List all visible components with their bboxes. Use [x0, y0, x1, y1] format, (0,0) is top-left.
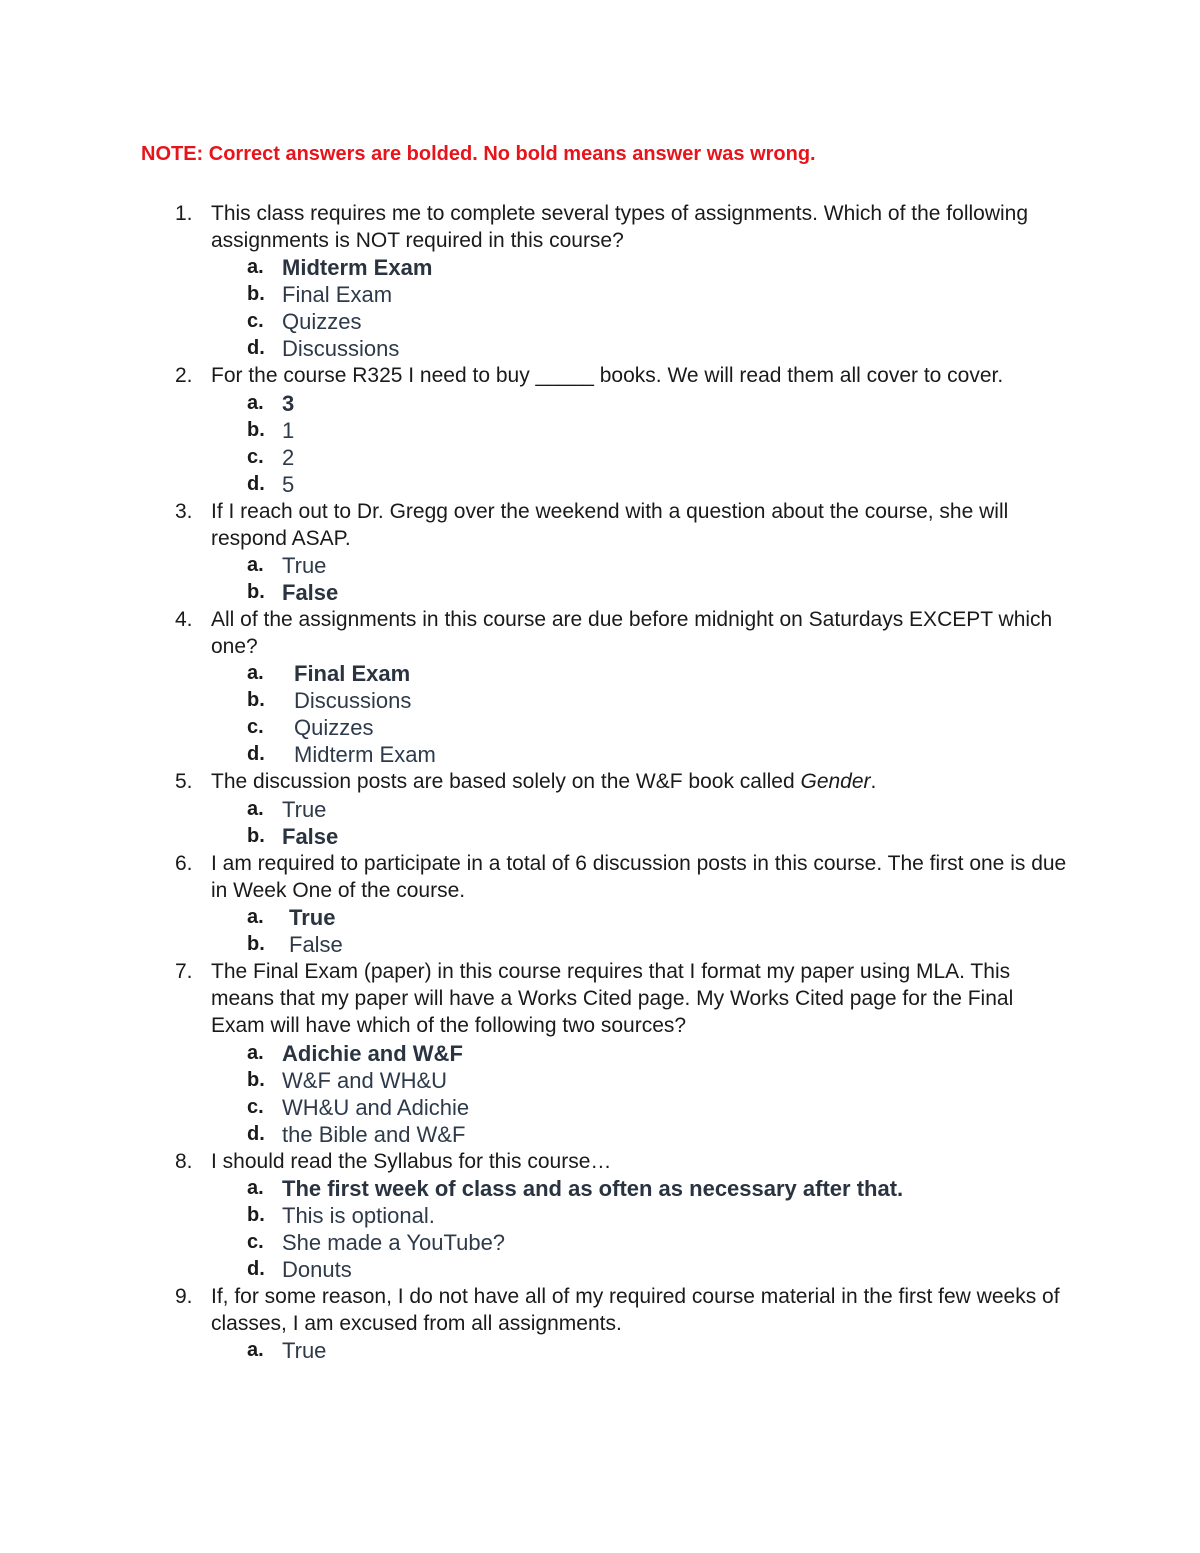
option-a	[0, 1175, 1200, 1202]
question-text: I am required to participate in a total of 6 discussion posts in this course. The first one is due in Week One of the course.	[211, 851, 1067, 902]
option-text: The first week of class and as often as necessary after that.	[282, 1175, 904, 1201]
option-text: True	[282, 553, 327, 579]
option-letter: a.	[247, 1041, 264, 1064]
option-letter: a.	[247, 662, 264, 685]
option-b	[0, 1202, 1200, 1229]
option-b	[0, 579, 1200, 606]
option-letter: b.	[247, 1068, 265, 1091]
option-list	[0, 904, 1200, 958]
option-letter: d.	[247, 1257, 265, 1280]
option-d	[0, 335, 1200, 362]
question-number: 2.	[175, 364, 193, 388]
option-list	[0, 254, 1200, 362]
question-text: I should read the Syllabus for this course…	[211, 1149, 612, 1173]
option-list	[0, 390, 1200, 498]
question-3	[0, 498, 1200, 606]
question-number: 1.	[175, 202, 193, 225]
option-list	[0, 1337, 1200, 1364]
question-9	[0, 1283, 1200, 1364]
question-number: 9.	[175, 1284, 193, 1308]
option-letter: a.	[247, 1339, 264, 1362]
option-text: Midterm Exam	[294, 742, 436, 768]
option-letter: b.	[247, 418, 265, 441]
option-text: 2	[282, 444, 295, 470]
option-b	[0, 823, 1200, 850]
option-b	[0, 281, 1200, 308]
question-text: If, for some reason, I do not have all of my required course material in the first few weeks of classes, I am excused from all assignments.	[211, 1284, 1060, 1336]
question-text: For the course R325 I need to buy _____ books. We will read them all cover to cover.	[211, 364, 1004, 388]
option-letter: d.	[247, 1122, 265, 1145]
option-letter: a.	[247, 797, 264, 820]
option-letter: a.	[247, 554, 264, 577]
option-c	[0, 1094, 1200, 1121]
option-list	[0, 1175, 1200, 1283]
option-d	[0, 741, 1200, 768]
option-letter: c.	[247, 310, 264, 333]
option-text: 5	[282, 471, 295, 497]
question-number: 3.	[175, 499, 193, 523]
option-a	[0, 796, 1200, 823]
option-letter: b.	[247, 933, 265, 956]
option-text: False	[282, 823, 339, 849]
option-a	[0, 1040, 1200, 1067]
option-text: Donuts	[282, 1256, 352, 1282]
option-letter: d.	[247, 743, 265, 766]
option-c	[0, 308, 1200, 335]
question-text	[211, 768, 1071, 795]
option-text: False	[282, 580, 339, 606]
option-list	[0, 796, 1200, 850]
question-text-before: The discussion posts are based solely on the W&F book called	[211, 770, 801, 794]
option-list	[0, 660, 1200, 768]
option-letter: b.	[247, 1203, 265, 1226]
option-b	[0, 1067, 1200, 1094]
option-letter: b.	[247, 581, 265, 604]
option-text: False	[289, 932, 343, 958]
option-letter: c.	[247, 1230, 264, 1253]
question-text: This class requires me to complete several types of assignments. Which of the following assignments is NOT required in this course?	[211, 202, 1029, 253]
question-list	[0, 200, 1200, 1364]
option-list	[0, 1040, 1200, 1148]
option-letter: c.	[247, 445, 264, 468]
question-1	[0, 200, 1200, 362]
option-letter: b.	[247, 689, 265, 712]
option-letter: d.	[247, 472, 265, 495]
option-d	[0, 1256, 1200, 1283]
option-a	[0, 254, 1200, 281]
question-number: 5.	[175, 770, 193, 794]
option-text: Quizzes	[282, 309, 362, 335]
question-8	[0, 1148, 1200, 1283]
option-b	[0, 687, 1200, 714]
option-text: 3	[282, 390, 295, 416]
option-letter: a.	[247, 391, 264, 414]
option-text: Final Exam	[294, 661, 411, 687]
option-a	[0, 904, 1200, 931]
option-letter: c.	[247, 716, 264, 739]
question-number: 8.	[175, 1149, 193, 1173]
option-letter: d.	[247, 337, 265, 360]
option-c	[0, 714, 1200, 741]
option-text: Discussions	[282, 336, 400, 362]
option-text: True	[289, 905, 336, 931]
option-letter: a.	[247, 1176, 264, 1199]
option-text: She made a YouTube?	[282, 1229, 506, 1255]
question-text: If I reach out to Dr. Gregg over the weekend with a question about the course, she will respond ASAP.	[211, 499, 1009, 550]
option-b	[0, 931, 1200, 958]
question-text: All of the assignments in this course are due before midnight on Saturdays EXCEPT which one?	[211, 608, 1053, 659]
option-letter: b.	[247, 824, 265, 847]
option-text: the Bible and W&F	[282, 1121, 466, 1147]
option-c	[0, 1229, 1200, 1256]
option-d	[0, 1121, 1200, 1148]
option-letter: a.	[247, 906, 264, 929]
option-text: Quizzes	[294, 715, 374, 741]
option-text: Final Exam	[282, 282, 393, 308]
question-number: 4.	[175, 608, 193, 632]
option-b	[0, 417, 1200, 444]
book-title: Gender	[800, 770, 871, 794]
option-a	[0, 552, 1200, 579]
question-number: 7.	[175, 960, 193, 984]
question-text-after: .	[870, 770, 877, 794]
question-7	[0, 958, 1200, 1148]
question-text: The Final Exam (paper) in this course requires that I format my paper using MLA. This means that my paper will have a Works Cited page. My Works Cited page for the Final Exam will have which of the following two sources?	[211, 960, 1014, 1038]
option-c	[0, 444, 1200, 471]
option-text: Adichie and W&F	[282, 1040, 463, 1066]
option-text: True	[282, 1338, 327, 1364]
question-number: 6.	[175, 851, 193, 875]
option-text: This is optional.	[282, 1202, 435, 1228]
option-a	[0, 660, 1200, 687]
option-list	[0, 552, 1200, 606]
question-2	[0, 362, 1200, 497]
question-6	[0, 850, 1200, 958]
option-text: Midterm Exam	[282, 255, 433, 281]
option-a	[0, 390, 1200, 417]
option-text: Discussions	[294, 688, 412, 714]
option-text: WH&U and Adichie	[282, 1094, 470, 1120]
answer-key-note: NOTE: Correct answers are bolded. No bold means answer was wrong.	[141, 143, 816, 165]
option-text: True	[282, 796, 327, 822]
question-5	[0, 768, 1200, 849]
option-d	[0, 471, 1200, 498]
option-text: 1	[282, 417, 295, 443]
option-letter: b.	[247, 283, 265, 306]
option-letter: a.	[247, 256, 264, 279]
question-4	[0, 606, 1200, 768]
option-letter: c.	[247, 1095, 264, 1118]
option-a	[0, 1337, 1200, 1364]
option-text: W&F and WH&U	[282, 1067, 448, 1093]
